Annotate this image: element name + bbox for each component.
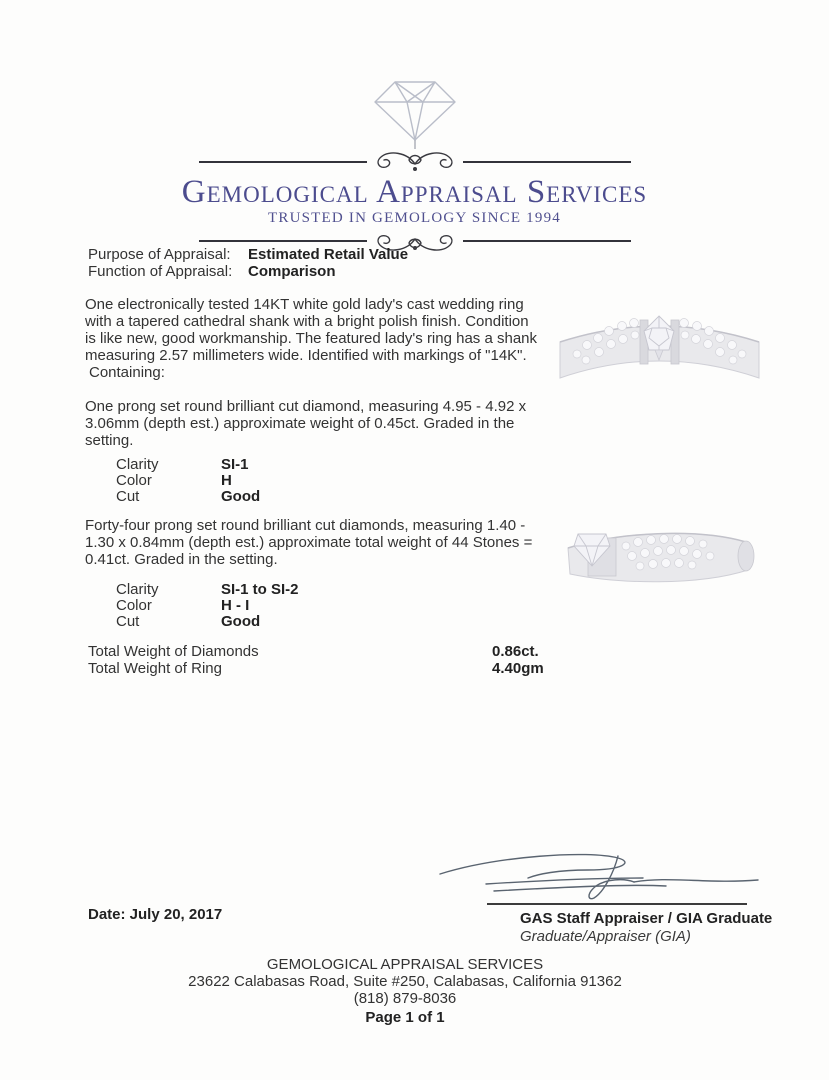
page-number: Page 1 of 1 <box>365 1009 445 1026</box>
flourish-top-icon <box>369 150 461 174</box>
clarity-value: SI-1 to SI-2 <box>221 581 299 598</box>
logo-wrap <box>0 78 829 150</box>
ring-photo-top-view <box>552 298 767 394</box>
cut-label: Cut <box>116 613 140 630</box>
footer-address: 23622 Calabasas Road, Suite #250, Calabasas, California 91362 <box>188 973 622 990</box>
letterhead <box>0 78 829 253</box>
purpose-label: Purpose of Appraisal: <box>88 246 231 263</box>
containing-label: Containing: <box>89 364 165 381</box>
clarity-label: Clarity <box>116 581 159 598</box>
footer-phone: (818) 879-8036 <box>353 990 457 1007</box>
purpose-row <box>88 246 558 263</box>
footer <box>0 956 810 1026</box>
totals-block <box>88 643 558 677</box>
color-value: H - I <box>221 597 250 614</box>
stone1-grades <box>88 457 488 505</box>
color-label: Color <box>116 597 152 614</box>
total-ring-label: Total Weight of Ring <box>88 660 222 677</box>
stone1-description: One prong set round brilliant cut diamond, measuring 4.95 - 4.92 x 3.06mm (depth est.) approximate weight of 0.45ct. Graded in the setting. <box>85 398 527 449</box>
stone2-description: Forty-four prong set round brilliant cut diamonds, measuring 1.40 - 1.30 x 0.84mm (depth est.) approximate total weight of 44 Stones = 0.41ct. Graded in the setting. <box>85 517 533 568</box>
ring-photo-side-view <box>548 508 763 600</box>
grade-row-cut <box>88 489 488 505</box>
function-value: Comparison <box>248 263 336 280</box>
total-ring-value: 4.40gm <box>492 660 544 677</box>
rule-segment <box>463 161 631 163</box>
color-value: H <box>221 472 232 489</box>
appraiser-subtitle: Graduate/Appraiser (GIA) <box>520 928 691 945</box>
stone2-grades <box>88 582 488 630</box>
item-description-text: One electronically tested 14KT white gold lady's cast wedding ring with a tapered cathedral shank with a bright polish finish. Condition is like new, good workmanship. The featured lady's ring has a shank measuring 2.57 millimeters wide. Identified with markings of "14K". <box>85 296 538 364</box>
cut-value: Good <box>221 613 261 630</box>
appraiser-title: GAS Staff Appraiser / GIA Graduate <box>520 910 773 927</box>
clarity-label: Clarity <box>116 456 159 473</box>
purpose-value: Estimated Retail Value <box>248 246 409 263</box>
cut-label: Cut <box>116 488 140 505</box>
cut-value: Good <box>221 488 261 505</box>
grade-row-clarity <box>88 457 488 473</box>
header-rule-top <box>199 150 631 174</box>
function-label: Function of Appraisal: <box>88 263 233 280</box>
rule-segment <box>199 161 367 163</box>
appraiser-block <box>520 910 772 946</box>
rule-segment <box>199 240 367 242</box>
grade-row-color <box>88 473 488 489</box>
rule-segment <box>463 240 631 242</box>
signature-line <box>487 903 747 905</box>
color-label: Color <box>116 472 152 489</box>
diamond-ring-logo-icon <box>365 78 465 150</box>
grade-row-cut <box>88 614 488 630</box>
total-diamonds-row <box>88 643 558 660</box>
signature-scribble <box>428 848 763 910</box>
total-diamonds-value: 0.86ct. <box>492 643 539 660</box>
date-line: Date: July 20, 2017 <box>88 906 223 923</box>
grade-row-color <box>88 598 488 614</box>
company-tagline: TRUSTED IN GEMOLOGY SINCE 1994 <box>268 210 561 226</box>
grade-row-clarity <box>88 582 488 598</box>
appraisal-info <box>88 246 558 280</box>
total-diamonds-label: Total Weight of Diamonds <box>88 643 259 660</box>
total-ring-row <box>88 660 558 677</box>
clarity-value: SI-1 <box>221 456 249 473</box>
function-row <box>88 263 558 280</box>
item-description <box>85 296 543 381</box>
footer-company: GEMOLOGICAL APPRAISAL SERVICES <box>266 956 544 973</box>
company-title: Gemological Appraisal Services <box>181 174 648 210</box>
